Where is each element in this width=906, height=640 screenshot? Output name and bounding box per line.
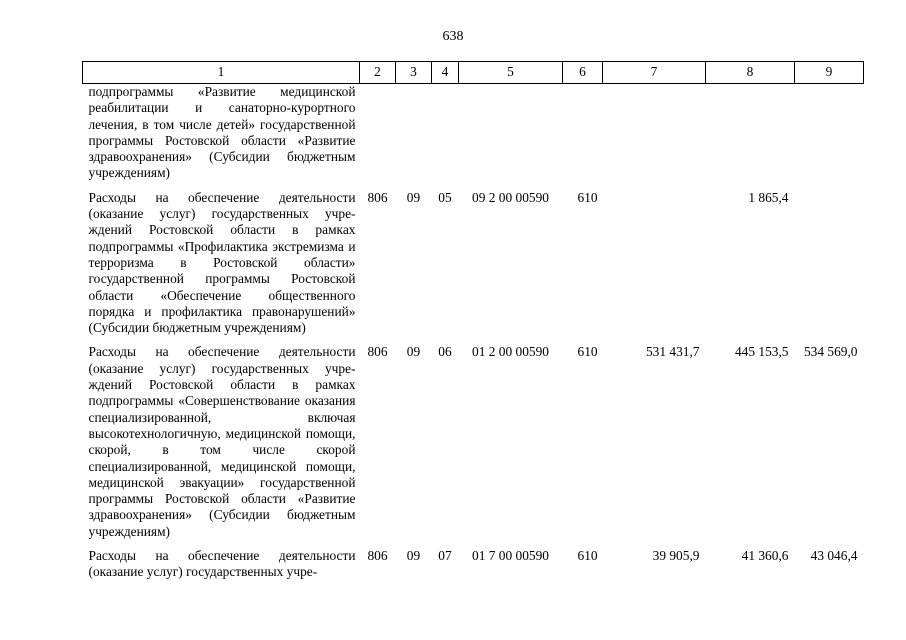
row-subsection: 07 [438, 548, 452, 564]
header-cell-6: 6 [563, 62, 603, 84]
row-target-article: 01 2 00 00590 [472, 344, 549, 360]
row-amount-1: 39 905,9 [652, 548, 700, 564]
row-section: 09 [406, 548, 421, 564]
table-row [83, 190, 864, 337]
header-row [83, 62, 864, 84]
table-row [83, 84, 864, 182]
row-amount-2: 41 360,6 [741, 548, 789, 564]
header-cell-7: 7 [603, 62, 706, 84]
row-subsection [432, 84, 459, 182]
row-subsection: 06 [438, 344, 452, 360]
row-amount-1 [603, 190, 706, 337]
row-spacer [83, 182, 864, 190]
row-ministry [360, 84, 396, 182]
row-description: Расходы на обеспечение деятельности (оказание услуг) государственных учреждений Ростовской области в рамках подпрограммы «Профилактика экстремизма и терроризма в Ростовской области» государственной программы Ростовской области «Обеспечение общественного порядка и профилактика правонарушений» (Субсидии бюджетным учреждениям) [88, 189, 356, 336]
row-section: 09 [406, 344, 421, 360]
header-cell-1: 1 [83, 62, 360, 84]
budget-table [82, 61, 864, 581]
row-ministry: 806 [367, 189, 388, 205]
row-subsection: 05 [438, 189, 452, 205]
row-spacer [83, 336, 864, 344]
header-cell-9: 9 [795, 62, 864, 84]
row-expense-type: 610 [577, 344, 598, 360]
row-amount-1: 531 431,7 [645, 344, 700, 360]
row-target-article: 09 2 00 00590 [472, 189, 549, 205]
row-section: 09 [406, 189, 421, 205]
row-section [396, 84, 432, 182]
row-amount-3 [795, 84, 864, 182]
row-description: Расходы на обеспечение деятельности (оказание услуг) государственных учреждений Ростовской области в рамках подпрограммы «Совершенствование оказания специализированной, включая высокотехнологичную, медицинской помощи, скорой, в том числе скорой специализированной, медицинской помощи, медицинской эвакуации» государственной программы Ростовской области «Развитие здравоохранения» (Субсидии бюджетным учреждениям) [88, 344, 356, 539]
row-ministry: 806 [367, 548, 388, 564]
row-description: Расходы на обеспечение деятельности (оказание услуг) государственных учре- [88, 548, 356, 580]
header-cell-5: 5 [459, 62, 563, 84]
table-row [83, 344, 864, 540]
header-cell-4: 4 [432, 62, 459, 84]
header-cell-3: 3 [396, 62, 432, 84]
row-amount-1 [603, 84, 706, 182]
header-cell-2: 2 [360, 62, 396, 84]
row-target-article [459, 84, 563, 182]
row-amount-3 [795, 190, 864, 337]
row-spacer [83, 540, 864, 548]
row-amount-3: 43 046,4 [810, 548, 858, 564]
row-expense-type: 610 [577, 189, 598, 205]
page-number: 638 [442, 29, 464, 44]
row-description: подпрограммы «Развитие медицинской реабилитации и санаторно-курортного лечения, в том числе детей» государственной программы Ростовской области «Развитие здравоохранения» (Субсидии бюджетным учреждениям) [88, 84, 356, 181]
table-row [83, 548, 864, 581]
header-cell-8: 8 [706, 62, 795, 84]
row-amount-2 [706, 84, 795, 182]
row-expense-type [563, 84, 603, 182]
row-expense-type: 610 [577, 548, 598, 564]
row-target-article: 01 7 00 00590 [472, 548, 549, 564]
row-ministry: 806 [367, 344, 388, 360]
row-amount-2: 445 153,5 [734, 344, 789, 360]
row-amount-2: 1 865,4 [748, 189, 789, 205]
row-amount-3: 534 569,0 [803, 344, 858, 360]
